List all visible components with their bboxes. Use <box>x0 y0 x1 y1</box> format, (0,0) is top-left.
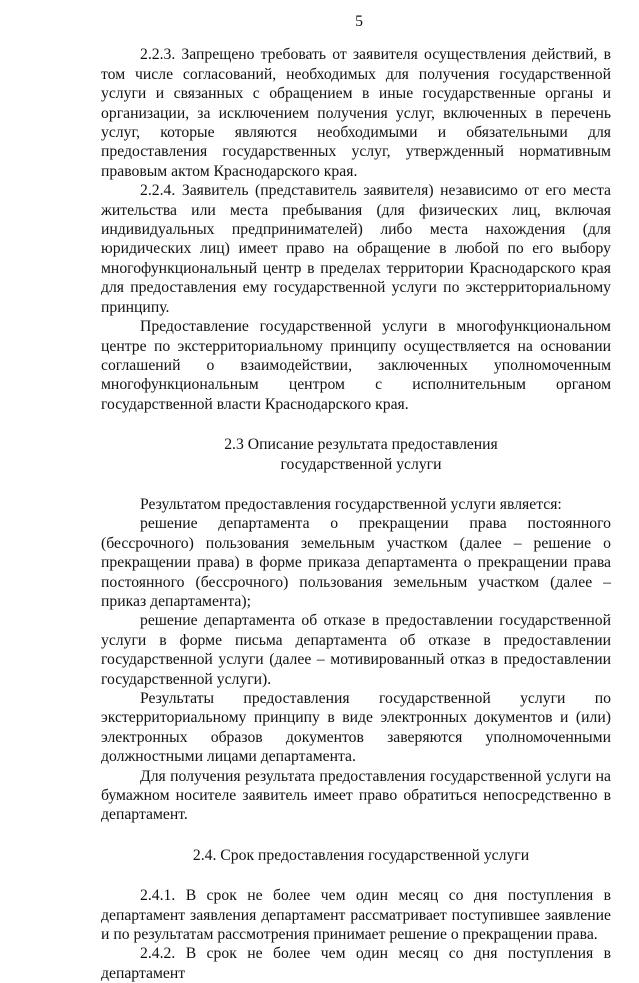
section-heading-2-4: 2.4. Срок предоставления государственной услуги <box>192 846 530 864</box>
section-heading-2-3 <box>101 435 611 474</box>
paragraph-2-2-3: 2.2.3. Запрещено требовать от заявителя осуществления действий, в том числе согласований, необходимых для получения государственной услуги и связанных с обращением в иные государственные органы и организации, за исключением получения услуг, включенных в перечень услуг, которые являются необходимыми и обязательными для предоставления государственных услуг, утвержденный нормативным правовым актом Краснодарского края. <box>101 46 611 180</box>
paragraph-2-2-4: 2.2.4. Заявитель (представитель заявителя) независимо от его места жительства или места пребывания (для физических лиц, включая индивидуальных предпринимателей) либо места нахождения (для юридических лиц) имеет право на обращение в любой по его выбору многофункциональный центр в пределах территории Краснодарского края для предоставления ему государственной услуги по экстерриториальному принципу. <box>101 182 611 316</box>
paragraph-result-termination: решение департамента о прекращении права постоянного (бессрочного) пользования земельным участком (далее – решение о прекращении права) в форме приказа департамента о прекращении права постоянного (бессрочного) пользования земельным участком (далее – приказ департамента); <box>101 515 611 610</box>
paragraph-mfc-extraterritorial: Предоставление государственной услуги в многофункциональном центре по экстерриториальному принципу осуществляется на основании соглашений о взаимодействии, заключенных уполномоченным многофункциональным центром с исполнительным органом государственной власти Краснодарского края. <box>101 318 611 413</box>
section-heading-2-3-line2: государственной услуги <box>280 455 442 473</box>
page-number: 5 <box>355 13 363 30</box>
paragraph-result-intro: Результатом предоставления государственной услуги является: <box>140 495 562 513</box>
paragraph-result-paper: Для получения результата предоставления государственной услуги на бумажном носителе заявитель имеет право обратиться непосредственно в департамент. <box>101 767 611 824</box>
paragraph-2-4-2: 2.4.2. В срок не более чем один месяц со дня поступления в департамент <box>101 945 611 982</box>
paragraph-result-electronic: Результаты предоставления государственной услуги по экстерриториальному принципу в виде электронных документов и (или) электронных образов документов заверяются уполномоченными должностными лицами департамента. <box>101 690 611 766</box>
section-heading-2-3-line1: 2.3 Описание результата предоставления <box>224 436 498 454</box>
paragraph-2-4-1: 2.4.1. В срок не более чем один месяц со дня поступления в департамент заявления департамент рассматривает поступившее заявление и по результатам рассмотрения принимает решение о прекращении права. <box>101 887 611 944</box>
paragraph-result-refusal: решение департамента об отказе в предоставлении государственной услуги в форме письма департамента об отказе в предоставлении государственной услуги (далее – мотивированный отказ в предоставлении государственной услуги). <box>101 612 611 688</box>
